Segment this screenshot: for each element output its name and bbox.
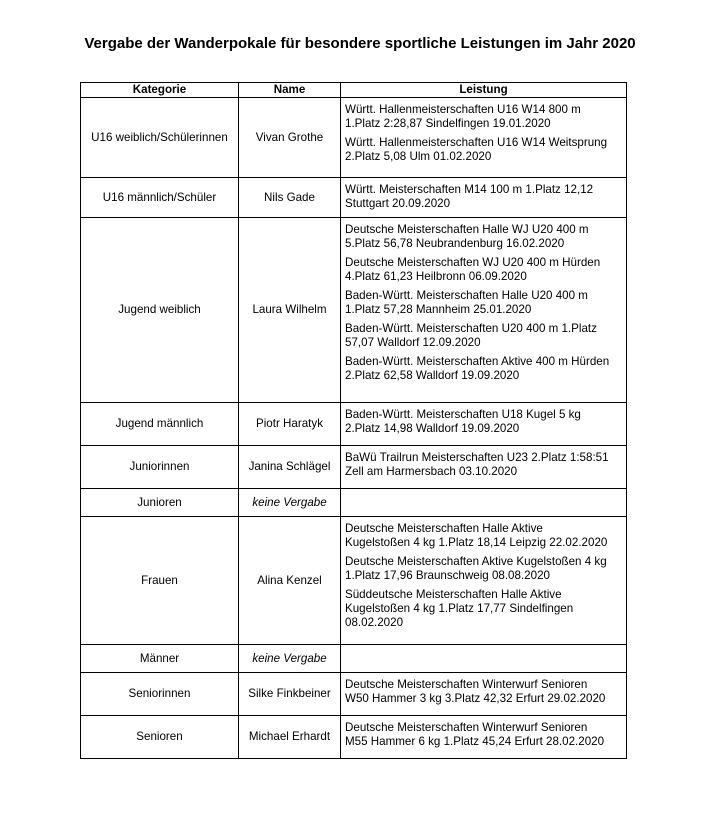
table-row [81,645,627,673]
table-row [81,178,627,218]
athlete-name-cell: Piotr Haratyk [239,403,341,446]
table-row [81,517,627,645]
table-row [81,403,627,446]
performance-cell [341,716,627,759]
table-row [81,716,627,759]
performance-entry: Deutsche Meisterschaften WJ U20 400 m Hürden 4.Platz 61,23 Heilbronn 06.09.2020 [345,256,601,283]
performance-cell [341,517,627,645]
header-kategorie: Kategorie [81,83,239,98]
category-cell: U16 männlich/Schüler [81,178,239,218]
athlete-name-cell: keine Vergabe [239,645,341,673]
performance-entry: BaWü Trailrun Meisterschaften U23 2.Platz 1:58:51 Zell am Harmersbach 03.10.2020 [345,451,609,478]
category-cell: U16 weiblich/Schülerinnen [81,98,239,178]
category-cell: Senioren [81,716,239,759]
performance-entry: Württ. Hallenmeisterschaften U16 W14 800 m 1.Platz 2:28,87 Sindelfingen 19.01.2020 [345,103,581,130]
athlete-name-cell: Michael Erhardt [239,716,341,759]
category-cell: Jugend männlich [81,403,239,446]
table-row [81,489,627,517]
table-row [81,98,627,178]
athlete-name-cell: Laura Wilhelm [239,218,341,403]
category-cell: Frauen [81,517,239,645]
performance-cell [341,446,627,489]
performance-entry: Baden-Württ. Meisterschaften U20 400 m 1.Platz 57,07 Walldorf 12.09.2020 [345,322,597,349]
athlete-name-cell: Janina Schlägel [239,446,341,489]
performance-entry: Deutsche Meisterschaften Aktive Kugelstoßen 4 kg 1.Platz 17,96 Braunschweig 08.08.2020 [345,555,607,582]
performance-entry: Deutsche Meisterschaften Winterwurf Senioren M55 Hammer 6 kg 1.Platz 45,24 Erfurt 28.02.2020 [345,721,605,748]
performance-cell [341,403,627,446]
performance-entry: Deutsche Meisterschaften Winterwurf Senioren W50 Hammer 3 kg 3.Platz 42,32 Erfurt 29.02.2020 [345,678,606,705]
performance-entry: Deutsche Meisterschaften Halle WJ U20 400 m 5.Platz 56,78 Neubrandenburg 16.02.2020 [345,223,589,250]
table-body [81,98,627,759]
performance-cell [341,218,627,403]
performance-entry: Baden-Württ. Meisterschaften U18 Kugel 5 kg 2.Platz 14,98 Walldorf 19.09.2020 [345,408,581,435]
athlete-name-cell: Alina Kenzel [239,517,341,645]
performance-entry: Württ. Meisterschaften M14 100 m 1.Platz 12,12 Stuttgart 20.09.2020 [345,183,594,210]
performance-entry: Süddeutsche Meisterschaften Halle Aktive Kugelstoßen 4 kg 1.Platz 17,77 Sindelfingen 08.02.2020 [345,588,574,629]
category-cell: Junioren [81,489,239,517]
performance-cell [341,645,627,673]
athlete-name-cell: Vivan Grothe [239,98,341,178]
performance-cell [341,178,627,218]
category-cell: Juniorinnen [81,446,239,489]
category-cell: Jugend weiblich [81,218,239,403]
performance-entry: Baden-Württ. Meisterschaften Halle U20 400 m 1.Platz 57,28 Mannheim 25.01.2020 [345,289,588,316]
performance-entry: Württ. Hallenmeisterschaften U16 W14 Weitsprung 2.Platz 5,08 Ulm 01.02.2020 [345,136,608,163]
table-header-row [81,83,627,98]
athlete-name-cell: Nils Gade [239,178,341,218]
category-cell: Seniorinnen [81,673,239,716]
performance-cell [341,673,627,716]
header-leistung: Leistung [341,83,627,98]
page-title: Vergabe der Wanderpokale für besondere sportliche Leistungen im Jahr 2020 [84,35,636,52]
athlete-name-cell: keine Vergabe [239,489,341,517]
awards-table [80,82,627,759]
header-name: Name [239,83,341,98]
table-row [81,673,627,716]
performance-entry: Baden-Württ. Meisterschaften Aktive 400 m Hürden 2.Platz 62,58 Walldorf 19.09.2020 [345,355,610,382]
performance-cell [341,489,627,517]
performance-entry: Deutsche Meisterschaften Halle Aktive Kugelstoßen 4 kg 1.Platz 18,14 Leipzig 22.02.2020 [345,522,608,549]
performance-cell [341,98,627,178]
athlete-name-cell: Silke Finkbeiner [239,673,341,716]
table-row [81,446,627,489]
category-cell: Männer [81,645,239,673]
table-row [81,218,627,403]
